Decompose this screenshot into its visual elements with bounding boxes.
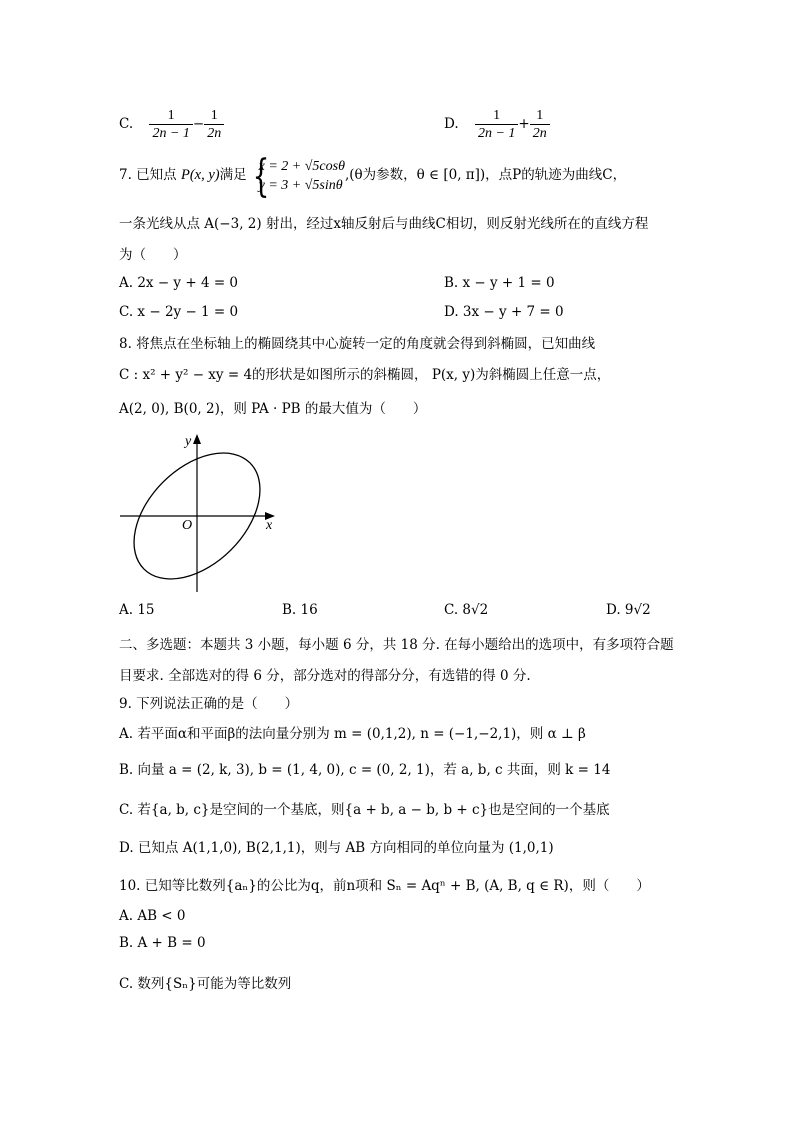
y-axis-arrow (193, 434, 201, 444)
q7-stem: 7. 已知点 P(x, y)满足 { x = 2 + √5cosθ y = 3 + √5sinθ ,(θ为参数，θ ∈ [0, π])，点P的轨迹为曲线C， (119, 150, 627, 202)
q6-option-d: D. $\frac{1}{2n - 1}$ + $\frac{1}{2n}$ (444, 107, 550, 142)
q9-stem: 9. 下列说法正确的是（ ） (119, 696, 299, 712)
fraction: $\frac{1}{2n}$ (204, 107, 224, 142)
q10-option-c: C. 数列{Sₙ}可能为等比数列 (119, 976, 292, 992)
q7-option-c: C. x − 2y − 1 = 0 (119, 304, 239, 320)
q9-option-d: D. 已知点 A(1,1,0), B(2,1,1)，则与 AB 方向相同的单位向量为 (1,0,1) (119, 840, 554, 856)
q9-option-a: A. 若平面α和平面β的法向量分别为 m = (0,1,2), n = (−1,−2,1)，则 α ⊥ β (119, 726, 586, 742)
q8-line3: A(2, 0), B(0, 2)，则 PA · PB 的最大值为（ ） (119, 401, 427, 417)
oblique-ellipse-figure (115, 428, 285, 596)
q7-line2: 一条光线从点 A(−3, 2) 射出，经过x轴反射后与曲线C相切，则反射光线所在的直线方程 (119, 216, 649, 232)
q8-option-c: C. 8√2 (444, 602, 489, 618)
q10-stem: 10. 已知等比数列{aₙ}的公比为q，前n项和 Sₙ = Aqⁿ + B, (A, B, q ∈ R)，则（ ） (119, 878, 650, 894)
section2-line2: 目要求. 全部选对的得 6 分，部分选对的得部分分，有选错的得 0 分. (119, 668, 531, 684)
q6-option-c: C. $\frac{1}{2n - 1}$ − $\frac{1}{2n}$ (119, 107, 224, 142)
origin-label: O (182, 518, 193, 533)
q7-option-a: A. 2x − y + 4 = 0 (119, 275, 239, 291)
q8-line1: 8. 将焦点在坐标轴上的椭圆绕其中心旋转一定的角度就会得到斜椭圆，已知曲线 (119, 336, 596, 352)
q8-line2: C : x² + y² − xy = 4的形状是如图所示的斜椭圆， P(x, y)为斜椭圆上任意一点， (119, 367, 611, 383)
oblique-ellipse (115, 429, 284, 596)
q9-option-b: B. 向量 a = (2, k, 3), b = (1, 4, 0), c = (0, 2, 1)，若 a, b, c 共面，则 k = 14 (119, 762, 611, 778)
x-axis-label: x (266, 518, 273, 533)
q8-option-d: D. 9√2 (606, 602, 651, 618)
fraction: $\frac{1}{2n - 1}$ (475, 107, 518, 142)
q8-option-a: A. 15 (119, 602, 155, 618)
q7-option-d: D. 3x − y + 7 = 0 (444, 304, 564, 320)
fraction: $\frac{1}{2n - 1}$ (149, 107, 192, 142)
q7-option-b: B. x − y + 1 = 0 (444, 275, 555, 291)
q7-line3: 为（ ） (119, 247, 187, 263)
q10-option-a: A. AB < 0 (119, 908, 186, 924)
q9-option-c: C. 若{a, b, c}是空间的一个基底，则{a + b, a − b, b + c}也是空间的一个基底 (119, 802, 610, 818)
equation-system: { x = 2 + √5cosθ y = 3 + √5sinθ (252, 150, 345, 202)
section2-line1: 二、多选题：本题共 3 小题，每小题 6 分，共 18 分. 在每小题给出的选项中，有多项符合题 (119, 637, 674, 653)
fraction: $\frac{1}{2n}$ (530, 107, 550, 142)
y-axis-label: y (185, 434, 192, 449)
q8-option-b: B. 16 (282, 602, 318, 618)
q10-option-b: B. A + B = 0 (119, 935, 206, 951)
